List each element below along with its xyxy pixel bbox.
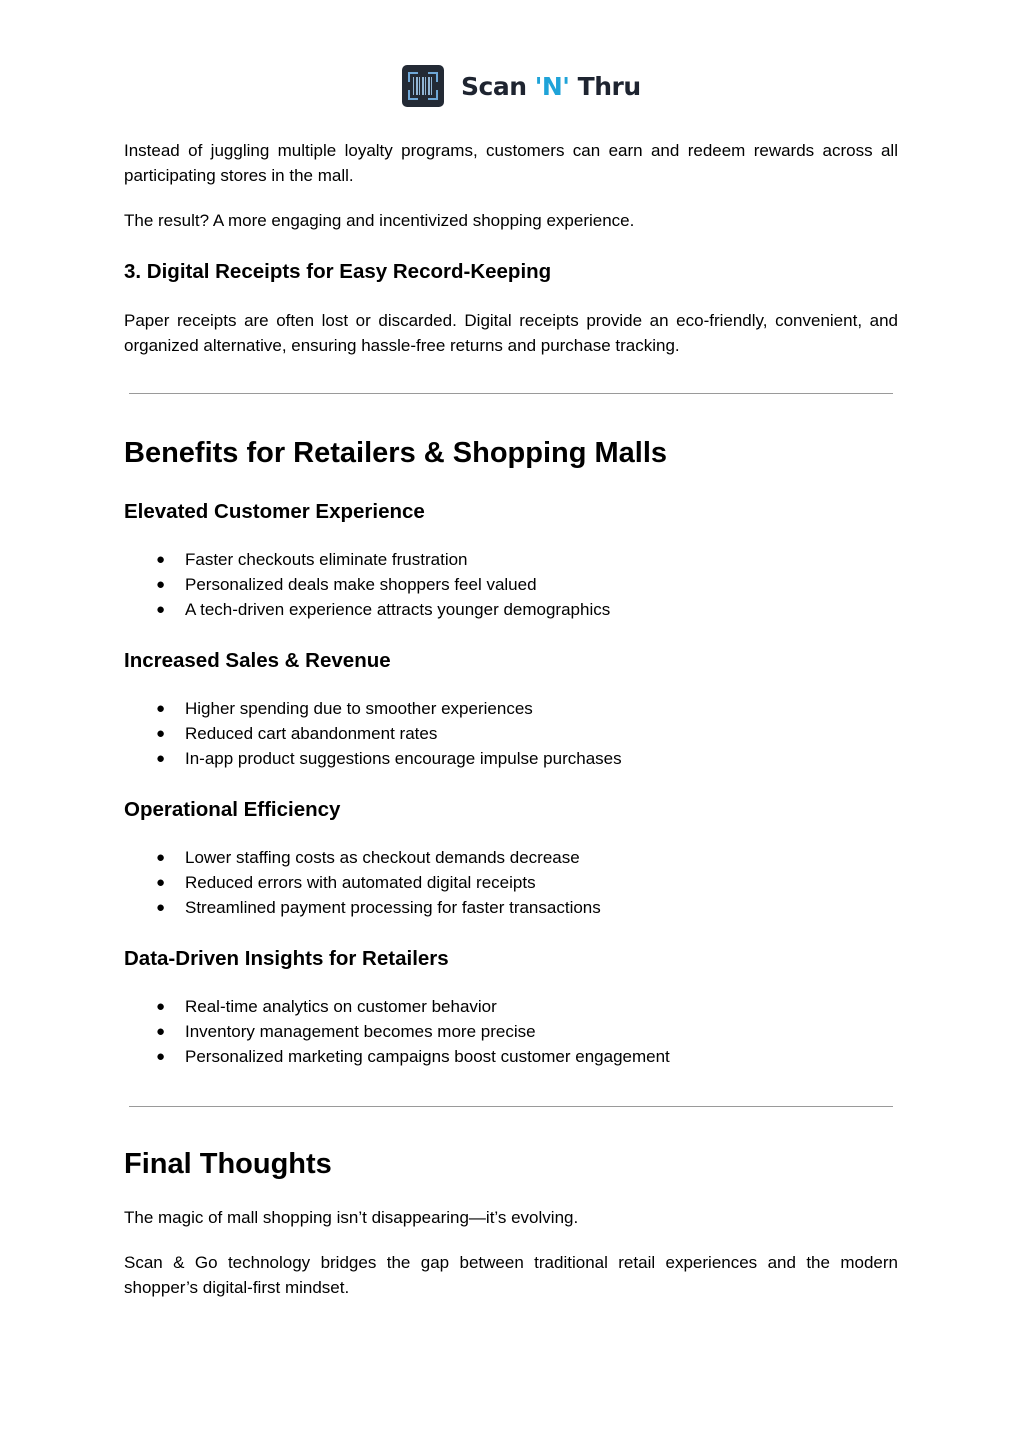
- bullet-icon: ●: [156, 576, 166, 593]
- list-item: ● Inventory management becomes more precise: [124, 1019, 670, 1044]
- brand-logo: [402, 65, 641, 107]
- bullet-icon: ●: [156, 750, 166, 767]
- section-divider: [129, 393, 893, 394]
- benefit-group-heading: Increased Sales & Revenue: [124, 649, 391, 672]
- intro-paragraph-result: The result? A more engaging and incentivized shopping experience.: [124, 211, 635, 230]
- list-item: ● Reduced cart abandonment rates: [124, 721, 622, 746]
- receipts-paragraph: Paper receipts are often lost or discarded. Digital receipts provide an eco-friendly, convenient, and organized alternative, ensuring hassle-free returns and purchase tracking.: [124, 311, 898, 355]
- bullet-icon: ●: [156, 874, 166, 891]
- bullet-icon: ●: [156, 1048, 166, 1065]
- benefit-list: [124, 994, 670, 1069]
- benefit-group-heading: Operational Efficiency: [124, 798, 341, 821]
- brand-name: Scan 'N' Thru: [461, 71, 641, 101]
- list-item: ● Faster checkouts eliminate frustration: [124, 547, 610, 572]
- bullet-icon: ●: [156, 551, 166, 568]
- section-divider: [129, 1106, 893, 1107]
- list-item: ● Streamlined payment processing for faster transactions: [124, 895, 601, 920]
- final-paragraph-magic: The magic of mall shopping isn’t disappearing—it’s evolving.: [124, 1208, 579, 1227]
- list-item: ● Reduced errors with automated digital receipts: [124, 870, 601, 895]
- bullet-icon: ●: [156, 601, 166, 618]
- bullet-icon: ●: [156, 700, 166, 717]
- bullet-icon: ●: [156, 1023, 166, 1040]
- list-item: ● A tech-driven experience attracts younger demographics: [124, 597, 610, 622]
- benefit-list: [124, 547, 610, 622]
- bullet-icon: ●: [156, 899, 166, 916]
- benefit-list: [124, 845, 601, 920]
- list-item: ● Real-time analytics on customer behavior: [124, 994, 670, 1019]
- benefit-list: [124, 696, 622, 771]
- barcode-scan-icon: [402, 65, 444, 107]
- list-item: ● Higher spending due to smoother experiences: [124, 696, 622, 721]
- list-item: ● In-app product suggestions encourage impulse purchases: [124, 746, 622, 771]
- receipts-heading: 3. Digital Receipts for Easy Record-Keeping: [124, 260, 552, 283]
- intro-paragraph-loyalty: Instead of juggling multiple loyalty programs, customers can earn and redeem rewards across all participating stores in the mall.: [124, 141, 898, 185]
- benefit-group-heading: Data-Driven Insights for Retailers: [124, 947, 449, 970]
- bullet-icon: ●: [156, 849, 166, 866]
- benefits-title: Benefits for Retailers & Shopping Malls: [124, 437, 668, 469]
- final-paragraph-scan-go: Scan & Go technology bridges the gap between traditional retail experiences and the modern shopper’s digital-first mindset.: [124, 1253, 898, 1297]
- bullet-icon: ●: [156, 725, 166, 742]
- list-item: ● Personalized deals make shoppers feel valued: [124, 572, 610, 597]
- benefit-group-heading: Elevated Customer Experience: [124, 500, 425, 523]
- list-item: ● Lower staffing costs as checkout demands decrease: [124, 845, 601, 870]
- bullet-icon: ●: [156, 998, 166, 1015]
- list-item: ● Personalized marketing campaigns boost customer engagement: [124, 1044, 670, 1069]
- final-thoughts-title: Final Thoughts: [124, 1148, 332, 1180]
